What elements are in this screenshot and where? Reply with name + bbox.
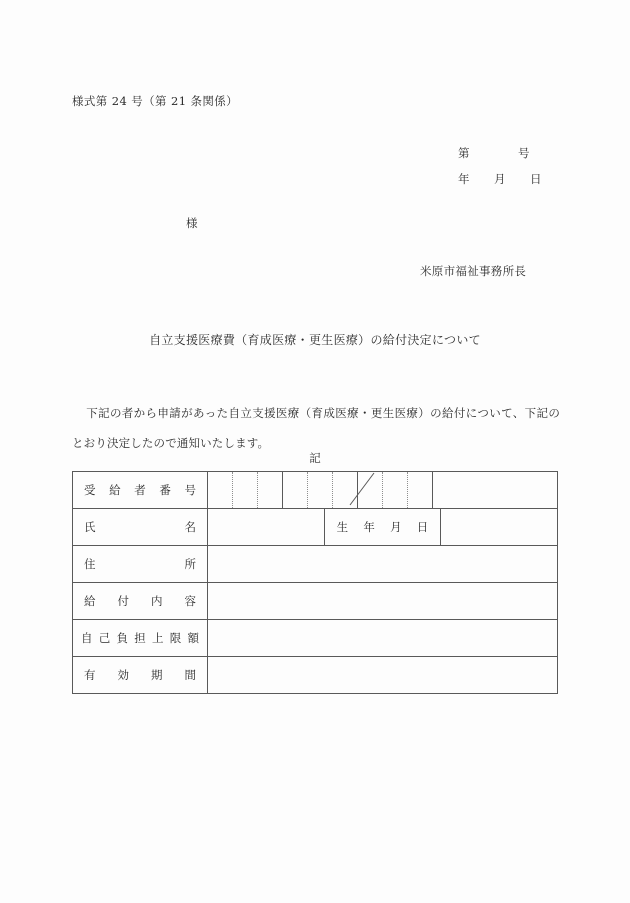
ki-mark: 記 [309,451,321,465]
recipient-number-group-1[interactable] [208,472,283,508]
recipient-number-cell[interactable] [408,472,432,508]
row-value-address[interactable] [208,546,558,583]
table-row [73,657,558,694]
body-paragraph [72,398,560,458]
document-number-line: 第 号 [458,146,530,160]
row-value-birthdate[interactable] [441,509,558,546]
row-label-birthdate: 生年月日 [324,509,441,546]
recipient-number-cell[interactable] [333,472,357,508]
body-line-1: 下記の者から申請があった自立支援医療（育成医療・更生医療）の給付について、下記のと [72,406,560,450]
row-label-copay-limit: 自己負担上限額 [73,620,208,657]
table-row [73,583,558,620]
table-row [73,620,558,657]
table-row [73,546,558,583]
document-title: 自立支援医療費（育成医療・更生医療）の給付決定について [149,333,481,347]
recipient-number-cell[interactable] [208,472,233,508]
row-value-valid-period[interactable] [208,657,558,694]
table-row [73,472,558,509]
row-label-address: 住所 [73,546,208,583]
body-line-2: おり決定したので通知いたします。 [83,436,270,450]
recipient-number-group-3[interactable] [358,472,433,508]
table-row [73,509,558,546]
row-value-name[interactable] [208,509,325,546]
recipient-number-group-2[interactable] [283,472,358,508]
row-label-benefit-content: 給付内容 [73,583,208,620]
row-value-benefit-content[interactable] [208,583,558,620]
row-label-recipient-number: 受給者番号 [73,472,208,509]
recipient-number-blank-area [433,472,557,508]
recipient-number-cell[interactable] [383,472,408,508]
recipient-number-cell[interactable] [308,472,333,508]
recipient-number-cell[interactable] [258,472,282,508]
row-value-copay-limit[interactable] [208,620,558,657]
decision-details-table [72,471,558,694]
form-number: 様式第 24 号（第 21 条関係） [72,94,239,108]
recipient-number-cell[interactable] [358,472,383,508]
addressee-honorific: 様 [186,216,198,230]
row-label-name: 氏名 [73,509,208,546]
recipient-number-cell[interactable] [283,472,308,508]
row-value-recipient-number[interactable] [208,472,558,509]
issuer-name: 米原市福祉事務所長 [420,264,527,278]
row-label-valid-period: 有効期間 [73,657,208,694]
recipient-number-boxes[interactable] [208,472,557,508]
document-date-line: 年 月 日 [458,172,542,186]
recipient-number-cell[interactable] [233,472,258,508]
